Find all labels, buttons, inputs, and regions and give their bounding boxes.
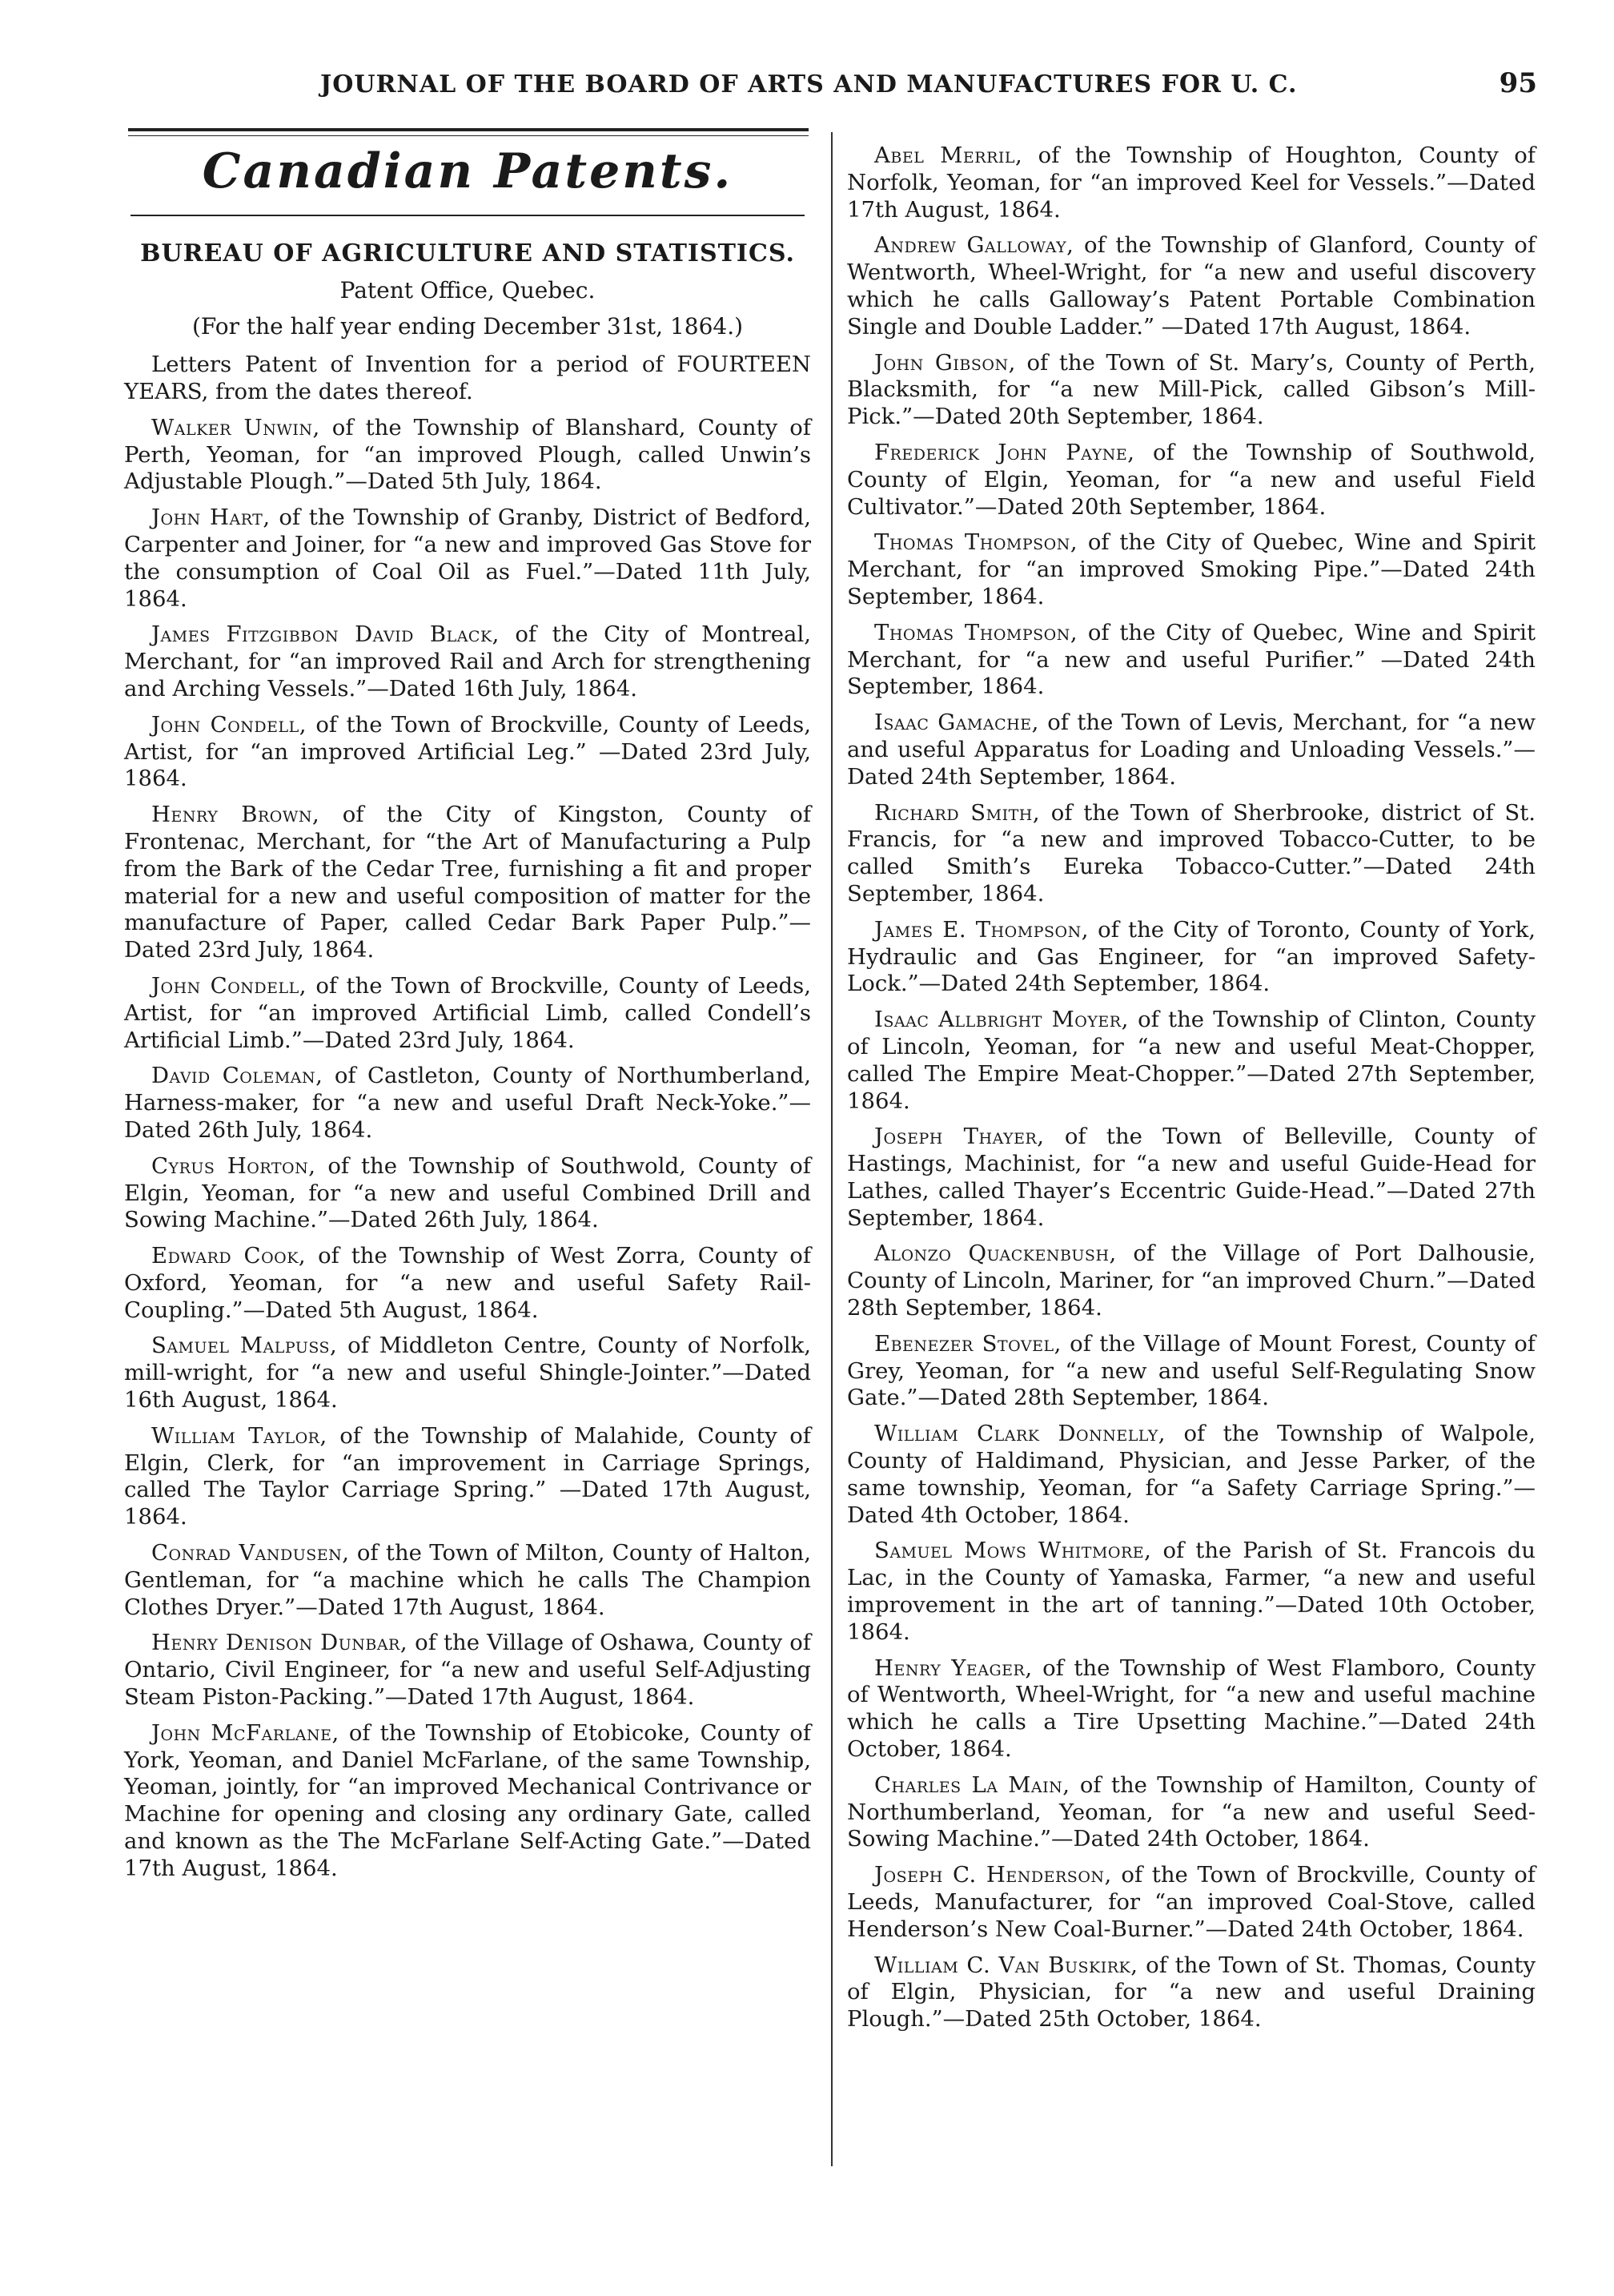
patentee-name: Richard Smith, [874,799,1041,826]
patent-entry [124,802,811,964]
header-double-rule [128,128,809,136]
patent-entry [124,1243,811,1324]
patent-entry [124,1720,811,1883]
patentee-name: Edward Cook, [151,1243,307,1269]
patent-description: of the Township of Hamilton, County of Northumberland, Yeoman, for “a new and useful Seed-Sowing Machine.”—Dated 24th October, 1864. [847,1771,1536,1852]
patent-description: of the Township of Malahide, County of Elgin, Clerk, for “an improvement in Carriage Springs, called The Taylor Carriage Spring.” —Dated 17th August, 1864. [124,1422,811,1530]
section-title: Canadian Patents. [202,143,733,199]
patentee-name: John Hart, [151,505,271,531]
patent-entry [847,1007,1536,1115]
patentee-name: Thomas Thompson, [874,529,1078,556]
patentee-name: Conrad Vandusen, [151,1540,350,1566]
patentee-name: Samuel Malpuss, [151,1333,338,1359]
patent-description: of Middleton Centre, County of Norfolk, mill-wright, for “a new and useful Shingle-Jointer.”—Dated 16th August, 1864. [124,1333,812,1413]
patent-description: of the Town of St. Thomas, County of Elgin, Physician, for “a new and useful Draining Plough.”—Dated 25th October, 1864. [847,1952,1536,2033]
patent-description: of the Township of Southwold, County of Elgin, Yeoman, for “a new and useful Combined Drill and Sowing Machine.”—Dated 26th July, 1864. [124,1152,811,1233]
patent-entry [847,1124,1536,1232]
patent-entry [124,1153,811,1234]
patent-entry [847,350,1536,431]
patentee-name: Thomas Thompson, [874,619,1078,645]
patent-entry [847,232,1536,340]
patentee-name: Joseph Thayer, [874,1124,1045,1150]
patentee-name: David Coleman, [151,1063,323,1089]
column-divider [831,132,833,2166]
patent-entry [847,1655,1536,1763]
bureau-heading: BUREAU OF AGRICULTURE AND STATISTICS. [140,239,795,267]
running-head [128,67,1537,119]
patentee-name: William Taylor, [151,1422,327,1449]
patent-description: of the Town of Milton, County of Halton, Gentleman, for “a machine which he calls The Champion Clothes Dryer.”—Dated 17th August, 1864. [124,1540,811,1620]
patentee-name: John McFarlane, [151,1719,339,1746]
patentee-name: Alonzo Quackenbush, [874,1240,1117,1267]
title-rule [130,215,805,216]
right-column [847,143,1536,2042]
patentee-name: Henry Denison Dunbar, [151,1630,408,1656]
patent-description: of the Township of Southwold, County of Elgin, Yeoman, for “a new and useful Field Cultivator.”—Dated 20th September, 1864. [847,439,1536,520]
patent-description: of the Township of Granby, District of Bedford, Carpenter and Joiner, for “a new and improved Gas Stove for the consumption of Coal Oil as Fuel.”—Dated 11th July, 1864. [124,505,811,612]
patent-description: of the Township of Blanshard, County of Perth, Yeoman, for “an improved Plough, called Unwin’s Adjustable Plough.”—Dated 5th July, 1864. [124,414,811,495]
patentee-name: John Condell, [151,711,307,738]
patent-entry [124,973,811,1054]
patent-description: of the Town of Sherbrooke, district of St. Francis, for “a new and improved Tobacco-Cutter, to be called Smith’s Eureka Tobacco-Cutter.”—Dated 24th September, 1864. [847,799,1536,907]
intro-paragraph: Letters Patent of Invention for a period of FOURTEEN YEARS, from the dates thereof. [124,352,811,404]
patent-description: of the Town of Brockville, County of Leeds, Manufacturer, for “an improved Coal-Stove, called Henderson’s New Coal-Burner.”—Dated 24th October, 1864. [847,1862,1536,1942]
patent-description: of the City of Quebec, Wine and Spirit Merchant, for “an improved Smoking Pipe.”—Dated 24th September, 1864. [847,529,1536,609]
patentee-name: Andrew Galloway, [874,232,1074,259]
patent-description: of the Town of Belleville, County of Hastings, Machinist, for “a new and useful Guide-Head for Lathes, called Thayer’s Eccentric Guide-Head.”—Dated 27th September, 1864. [847,1124,1536,1231]
patent-description: of the Township of West Zorra, County of Oxford, Yeoman, for “a new and useful Safety Rail-Coupling.”—Dated 5th August, 1864. [124,1243,811,1323]
right-entry-list [847,143,1536,2033]
patent-entry [847,1952,1536,2033]
patent-entry [847,143,1536,223]
patent-description: of the Town of St. Mary’s, County of Perth, Blacksmith, for “a new Mill-Pick, called Gibson’s Mill-Pick.”—Dated 20th September, 1864. [847,349,1536,430]
patentee-name: Isaac Gamache, [874,710,1039,736]
page-number: 95 [1499,67,1537,99]
patentee-name: Henry Brown, [151,802,320,828]
patentee-name: Cyrus Horton, [151,1152,316,1179]
patentee-name: Isaac Allbright Moyer, [874,1007,1129,1033]
patent-description: of the City of Montreal, Merchant, for “an improved Rail and Arch for strengthening and Arching Vessels.”—Dated 16th July, 1864. [124,621,811,702]
office-line: Patent Office, Quebec. [339,276,596,304]
patentee-name: Ebenezer Stovel, [874,1330,1062,1357]
patentee-name: James E. Thompson, [874,916,1089,943]
patent-entry [847,620,1536,701]
patent-description: of the Parish of St. Francois du Lac, in the County of Yamaska, Farmer, “a new and useful improvement in the art of tanning.”—Dated 10th October, 1864. [847,1538,1536,1645]
patent-description: of the Town of Levis, Merchant, for “a new and useful Apparatus for Loading and Unloading Vessels.”—Dated 24th September, 1864. [847,710,1536,790]
patent-description: of the Township of Houghton, County of Norfolk, Yeoman, for “an improved Keel for Vessels.”—Dated 17th August, 1864. [847,143,1536,223]
running-title: JOURNAL OF THE BOARD OF ARTS AND MANUFACTURES FOR U. C. [320,70,1298,99]
patent-description: of the City of Quebec, Wine and Spirit Merchant, for “a new and useful Purifier.” —Dated 24th September, 1864. [847,619,1536,700]
patent-description: of the Village of Mount Forest, County of Grey, Yeoman, for “a new and useful Self-Regulating Snow Gate.”—Dated 28th September, 1864. [847,1330,1536,1411]
patent-entry [847,440,1536,521]
patentee-name: Walker Unwin, [151,414,320,440]
patent-entry [124,1063,811,1144]
patent-description: of the Township of West Flamboro, County of Wentworth, Wheel-Wright, for “a new and useful machine which he calls a Tire Upsetting Machine.”—Dated 24th October, 1864. [847,1655,1536,1763]
left-entry-list [124,415,811,1883]
patent-entry [124,1540,811,1621]
patent-description: of the City of Kingston, County of Frontenac, Merchant, for “the Art of Manufacturing a Pulp from the Bark of the Cedar Tree, furnishing a fit and proper material for a new and useful composition of matter for the manufacture of Paper, called Cedar Bark Paper Pulp.”—Dated 23rd July, 1864. [124,802,811,963]
left-column [124,136,811,1892]
patentee-name: Abel Merril, [874,143,1023,168]
patent-entry [847,1240,1536,1321]
patent-entry [847,1772,1536,1853]
patent-entry [847,917,1536,998]
patentee-name: William C. Van Buskirk, [874,1952,1138,1978]
patent-entry [847,800,1536,908]
patent-entry [124,1333,811,1413]
patent-entry [847,529,1536,610]
patent-description: of the Township of Walpole, County of Haldimand, Physician, and Jesse Parker, of the same township, Yeoman, for “a Safety Carriage Spring.”—Dated 4th October, 1864. [847,1421,1536,1528]
patent-entry [124,1423,811,1531]
patentee-name: Samuel Mows Whitmore, [874,1538,1152,1564]
patent-description: of the Village of Oshawa, County of Ontario, Civil Engineer, for “a new and useful Self-Adjusting Steam Piston-Packing.”—Dated 17th August, 1864. [124,1630,811,1711]
patent-entry [847,1331,1536,1412]
patent-entry [847,710,1536,790]
patent-entry [124,505,811,613]
patent-entry [847,1862,1536,1943]
patentee-name: Henry Yeager, [874,1655,1033,1681]
patent-description: of the Village of Port Dalhousie, County of Lincoln, Mariner, for “an improved Churn.”—Dated 28th September, 1864. [847,1240,1536,1321]
patent-entry [124,1630,811,1711]
patentee-name: Frederick John Payne, [874,439,1135,465]
patent-entry [847,1421,1536,1529]
patent-description: of the Town of Brockville, County of Leeds, Artist, for “an improved Artificial Limb, called Condell’s Artificial Limb.”—Dated 23rd July, 1864. [124,972,812,1053]
patent-entry [124,621,811,702]
patent-description: of Castleton, County of Northumberland, Harness-maker, for “a new and useful Draft Neck-Yoke.”—Dated 26th July, 1864. [124,1063,811,1143]
patentee-name: Charles La Main, [874,1771,1070,1798]
patentee-name: John Gibson, [874,349,1016,376]
patent-entry [847,1538,1536,1646]
patent-description: of the City of Toronto, County of York, Hydraulic and Gas Engineer, for “an improved Safety-Lock.”—Dated 24th September, 1864. [847,916,1536,997]
patentee-name: James Fitzgibbon David Black, [151,621,500,648]
patent-entry [124,415,811,496]
patent-entry [124,712,811,793]
patentee-name: John Condell, [151,972,307,999]
patentee-name: William Clark Donnelly, [874,1421,1166,1447]
patent-description: of the Township of Glanford, County of Wentworth, Wheel-Wright, for “a new and useful discovery which he calls Galloway’s Patent Portable Combination Single and Double Ladder.” —Dated 17th August, 1864. [847,232,1536,340]
patent-description: of the Township of Etobicoke, County of York, Yeoman, and Daniel McFarlane, of the same Township, Yeoman, jointly, for “an improved Mechanical Contrivance or Machine for opening and closing any ordinary Gate, called and known as the The McFarlane Self-Acting Gate.”—Dated 17th August, 1864. [124,1719,811,1881]
patent-description: of the Township of Clinton, County of Lincoln, Yeoman, for “a new and useful Meat-Chopper, called The Empire Meat-Chopper.”—Dated 27th September, 1864. [847,1007,1536,1114]
patentee-name: Joseph C. Henderson, [874,1862,1112,1888]
patent-description: of the Town of Brockville, County of Leeds, Artist, for “an improved Artificial Leg.” —Dated 23rd July, 1864. [124,711,812,792]
period-line: (For the half year ending December 31st, 1864.) [191,313,744,340]
